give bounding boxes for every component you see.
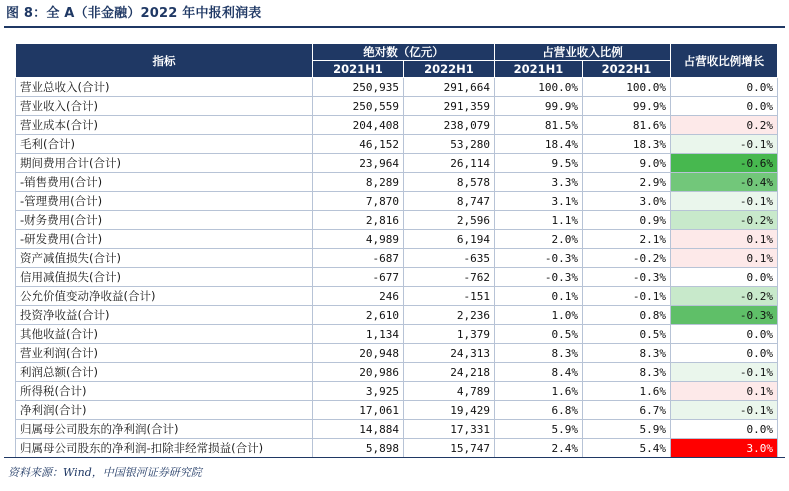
table-row xyxy=(16,192,778,211)
cell-abs-2021: 20,986 xyxy=(313,363,404,382)
cell-abs-2022: 17,331 xyxy=(404,420,495,439)
cell-abs-2022: 6,194 xyxy=(404,230,495,249)
cell-change: -0.1% xyxy=(671,363,778,382)
cell-abs-2022: 24,313 xyxy=(404,344,495,363)
row-label: 资产减值损失(合计) xyxy=(16,249,313,268)
row-label: 归属母公司股东的净利润(合计) xyxy=(16,420,313,439)
row-label: 营业利润(合计) xyxy=(16,344,313,363)
cell-abs-2021: 250,935 xyxy=(313,78,404,97)
cell-abs-2021: 20,948 xyxy=(313,344,404,363)
row-label: 期间费用合计(合计) xyxy=(16,154,313,173)
cell-pct-2022: 3.0% xyxy=(583,192,671,211)
header-indicator: 指标 xyxy=(16,44,313,78)
cell-change: -0.3% xyxy=(671,306,778,325)
cell-pct-2021: -0.3% xyxy=(495,268,583,287)
header-pct-2021: 2021H1 xyxy=(495,61,583,78)
row-label: 营业收入(合计) xyxy=(16,97,313,116)
row-label: 其他收益(合计) xyxy=(16,325,313,344)
cell-change: 0.0% xyxy=(671,325,778,344)
table-row xyxy=(16,268,778,287)
cell-pct-2021: 1.6% xyxy=(495,382,583,401)
row-label: -管理费用(合计) xyxy=(16,192,313,211)
cell-pct-2021: 1.1% xyxy=(495,211,583,230)
cell-abs-2021: 14,884 xyxy=(313,420,404,439)
cell-abs-2021: 46,152 xyxy=(313,135,404,154)
cell-abs-2022: 291,664 xyxy=(404,78,495,97)
cell-abs-2021: 17,061 xyxy=(313,401,404,420)
cell-abs-2022: 15,747 xyxy=(404,439,495,458)
cell-change: 0.1% xyxy=(671,382,778,401)
cell-change: -0.6% xyxy=(671,154,778,173)
cell-abs-2021: 8,289 xyxy=(313,173,404,192)
table-row xyxy=(16,382,778,401)
cell-pct-2021: 0.1% xyxy=(495,287,583,306)
table-row xyxy=(16,344,778,363)
table-row xyxy=(16,230,778,249)
cell-abs-2022: 1,379 xyxy=(404,325,495,344)
cell-change: -0.2% xyxy=(671,287,778,306)
header-abs-group: 绝对数（亿元） xyxy=(313,44,495,61)
cell-abs-2022: -635 xyxy=(404,249,495,268)
header-pct-2022: 2022H1 xyxy=(583,61,671,78)
cell-abs-2021: 3,925 xyxy=(313,382,404,401)
cell-pct-2021: 3.1% xyxy=(495,192,583,211)
cell-pct-2021: 1.0% xyxy=(495,306,583,325)
row-label: 归属母公司股东的净利润-扣除非经常损益(合计) xyxy=(16,439,313,458)
row-label: 所得税(合计) xyxy=(16,382,313,401)
cell-pct-2022: 5.9% xyxy=(583,420,671,439)
cell-pct-2021: 2.4% xyxy=(495,439,583,458)
row-label: 投资净收益(合计) xyxy=(16,306,313,325)
cell-pct-2021: -0.3% xyxy=(495,249,583,268)
row-label: 公允价值变动净收益(合计) xyxy=(16,287,313,306)
table-row xyxy=(16,78,778,97)
table-row xyxy=(16,439,778,458)
cell-abs-2021: -687 xyxy=(313,249,404,268)
table-row xyxy=(16,154,778,173)
cell-abs-2021: 204,408 xyxy=(313,116,404,135)
cell-abs-2021: 4,989 xyxy=(313,230,404,249)
figure-title: 图 8：全 A（非金融）2022 年中报利润表 xyxy=(6,6,262,21)
cell-pct-2021: 2.0% xyxy=(495,230,583,249)
cell-pct-2022: 18.3% xyxy=(583,135,671,154)
cell-pct-2021: 100.0% xyxy=(495,78,583,97)
cell-abs-2021: 246 xyxy=(313,287,404,306)
cell-pct-2021: 8.4% xyxy=(495,363,583,382)
cell-pct-2022: 6.7% xyxy=(583,401,671,420)
cell-change: 3.0% xyxy=(671,439,778,458)
row-label: -财务费用(合计) xyxy=(16,211,313,230)
cell-abs-2022: -762 xyxy=(404,268,495,287)
cell-abs-2022: 8,578 xyxy=(404,173,495,192)
cell-abs-2021: 250,559 xyxy=(313,97,404,116)
table-row xyxy=(16,306,778,325)
cell-pct-2021: 81.5% xyxy=(495,116,583,135)
cell-pct-2021: 9.5% xyxy=(495,154,583,173)
cell-change: 0.2% xyxy=(671,116,778,135)
cell-abs-2022: 53,280 xyxy=(404,135,495,154)
table-row xyxy=(16,287,778,306)
cell-pct-2022: 0.5% xyxy=(583,325,671,344)
row-label: 营业总收入(合计) xyxy=(16,78,313,97)
row-label: 营业成本(合计) xyxy=(16,116,313,135)
table-row xyxy=(16,97,778,116)
cell-pct-2022: 8.3% xyxy=(583,344,671,363)
cell-abs-2022: 2,596 xyxy=(404,211,495,230)
cell-change: 0.1% xyxy=(671,249,778,268)
cell-change: 0.0% xyxy=(671,420,778,439)
cell-pct-2021: 3.3% xyxy=(495,173,583,192)
cell-pct-2021: 6.8% xyxy=(495,401,583,420)
table-row xyxy=(16,135,778,154)
cell-pct-2022: -0.3% xyxy=(583,268,671,287)
cell-abs-2021: 1,134 xyxy=(313,325,404,344)
cell-abs-2022: 291,359 xyxy=(404,97,495,116)
cell-abs-2021: 2,816 xyxy=(313,211,404,230)
footer-rule xyxy=(4,457,785,458)
table-row xyxy=(16,325,778,344)
cell-pct-2022: 100.0% xyxy=(583,78,671,97)
row-label: -研发费用(合计) xyxy=(16,230,313,249)
header-abs-2021: 2021H1 xyxy=(313,61,404,78)
cell-pct-2022: -0.1% xyxy=(583,287,671,306)
row-label: 信用减值损失(合计) xyxy=(16,268,313,287)
header-abs-2022: 2022H1 xyxy=(404,61,495,78)
cell-pct-2021: 99.9% xyxy=(495,97,583,116)
cell-change: 0.0% xyxy=(671,344,778,363)
table-row xyxy=(16,420,778,439)
cell-pct-2022: 2.9% xyxy=(583,173,671,192)
income-statement-table xyxy=(15,43,778,458)
cell-change: -0.1% xyxy=(671,192,778,211)
cell-pct-2022: 81.6% xyxy=(583,116,671,135)
cell-change: -0.2% xyxy=(671,211,778,230)
row-label: -销售费用(合计) xyxy=(16,173,313,192)
cell-pct-2021: 8.3% xyxy=(495,344,583,363)
table-row xyxy=(16,249,778,268)
header-pct-group: 占营业收入比例 xyxy=(495,44,671,61)
cell-abs-2022: 238,079 xyxy=(404,116,495,135)
cell-abs-2022: 26,114 xyxy=(404,154,495,173)
cell-change: 0.0% xyxy=(671,78,778,97)
cell-change: 0.0% xyxy=(671,268,778,287)
cell-pct-2022: -0.2% xyxy=(583,249,671,268)
cell-abs-2022: 24,218 xyxy=(404,363,495,382)
table-header xyxy=(16,44,778,78)
cell-abs-2021: -677 xyxy=(313,268,404,287)
table-row xyxy=(16,401,778,420)
row-label: 毛利(合计) xyxy=(16,135,313,154)
cell-abs-2022: 4,789 xyxy=(404,382,495,401)
cell-pct-2022: 9.0% xyxy=(583,154,671,173)
title-rule xyxy=(4,26,785,28)
cell-pct-2022: 0.8% xyxy=(583,306,671,325)
cell-pct-2022: 2.1% xyxy=(583,230,671,249)
header-change: 占营收比例增长 xyxy=(671,44,778,78)
cell-pct-2021: 5.9% xyxy=(495,420,583,439)
table-body xyxy=(16,78,778,458)
cell-change: -0.1% xyxy=(671,401,778,420)
table-row xyxy=(16,173,778,192)
cell-pct-2021: 18.4% xyxy=(495,135,583,154)
cell-abs-2022: 2,236 xyxy=(404,306,495,325)
cell-abs-2022: 19,429 xyxy=(404,401,495,420)
cell-change: 0.1% xyxy=(671,230,778,249)
row-label: 净利润(合计) xyxy=(16,401,313,420)
cell-abs-2021: 7,870 xyxy=(313,192,404,211)
cell-change: -0.4% xyxy=(671,173,778,192)
cell-pct-2022: 5.4% xyxy=(583,439,671,458)
cell-abs-2021: 23,964 xyxy=(313,154,404,173)
cell-pct-2022: 1.6% xyxy=(583,382,671,401)
row-label: 利润总额(合计) xyxy=(16,363,313,382)
cell-change: -0.1% xyxy=(671,135,778,154)
cell-abs-2021: 2,610 xyxy=(313,306,404,325)
table-row xyxy=(16,211,778,230)
table-row xyxy=(16,363,778,382)
cell-abs-2022: 8,747 xyxy=(404,192,495,211)
source-note: 资料来源：Wind，中国银河证券研究院 xyxy=(8,466,202,479)
cell-pct-2022: 8.3% xyxy=(583,363,671,382)
cell-change: 0.0% xyxy=(671,97,778,116)
cell-abs-2022: -151 xyxy=(404,287,495,306)
table-row xyxy=(16,116,778,135)
cell-pct-2022: 0.9% xyxy=(583,211,671,230)
cell-abs-2021: 5,898 xyxy=(313,439,404,458)
cell-pct-2022: 99.9% xyxy=(583,97,671,116)
cell-pct-2021: 0.5% xyxy=(495,325,583,344)
